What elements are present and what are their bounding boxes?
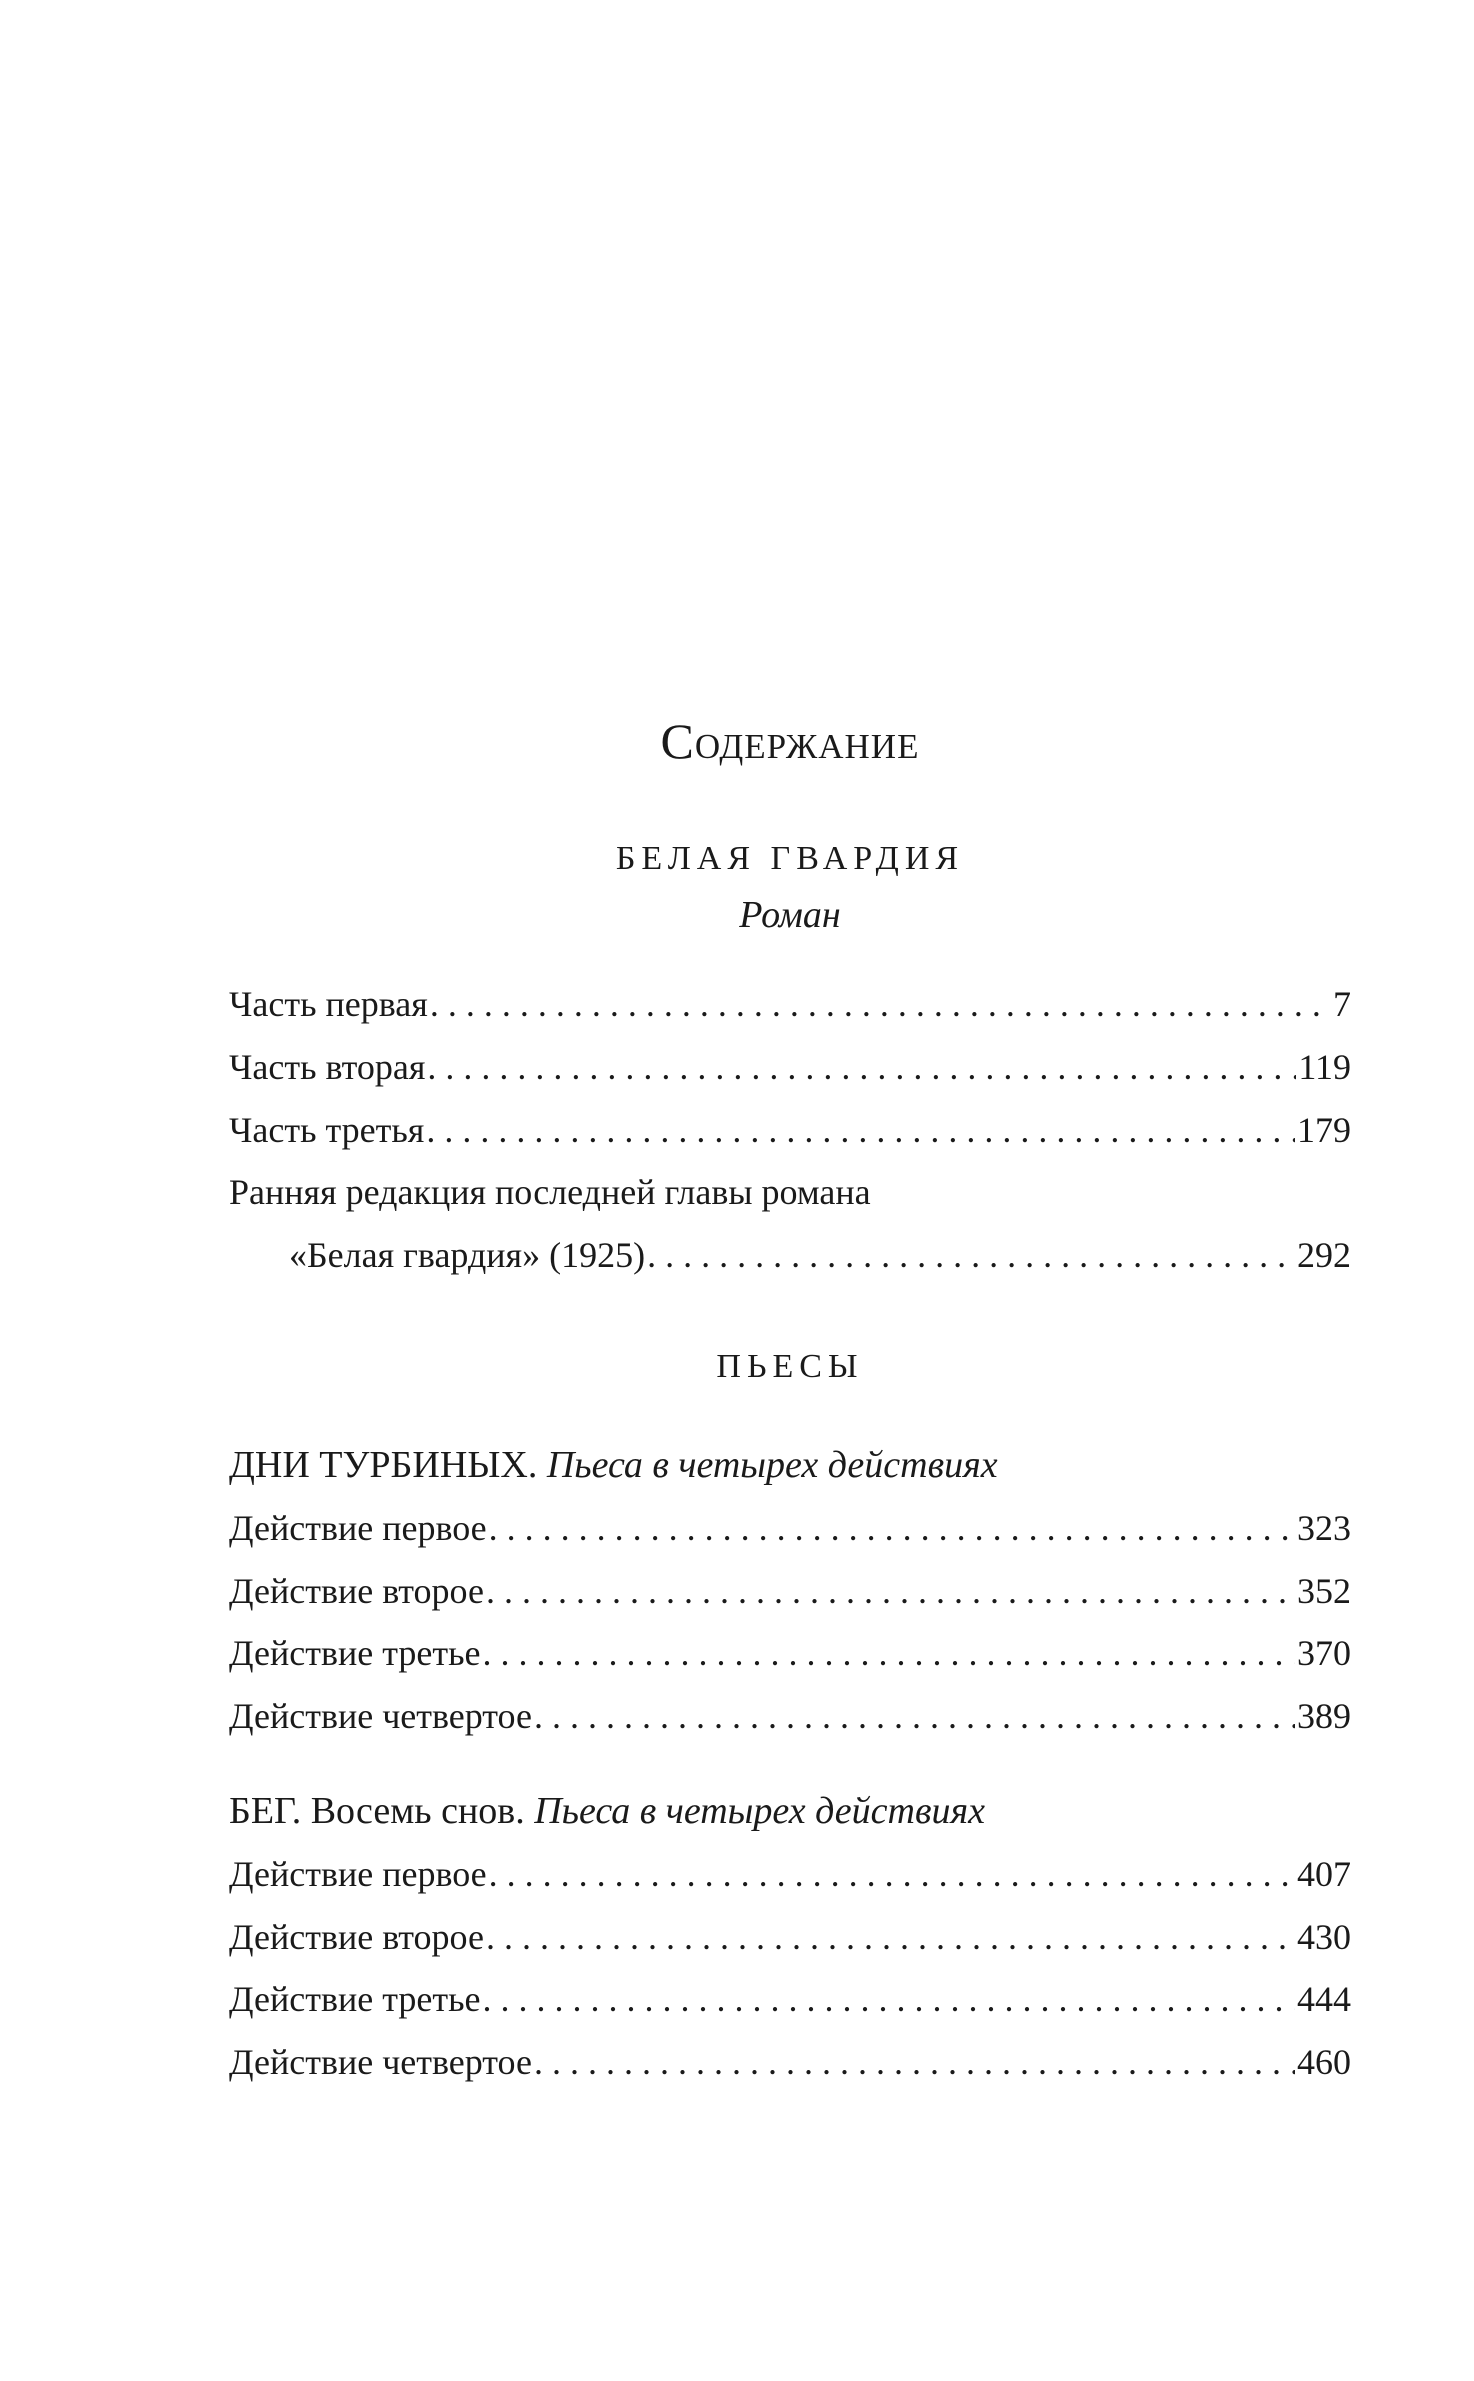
dot-leader — [482, 1632, 1295, 1674]
dot-leader — [489, 1507, 1295, 1549]
toc-entry-label: Действие третье — [229, 1633, 481, 1673]
work-title: БЕГ. Восемь снов. — [229, 1790, 525, 1832]
toc-entry-label: Действие четвертое — [229, 2042, 532, 2082]
section-heading-plays: ПЬЕСЫ — [716, 1348, 864, 1385]
toc-entry-page: 370 — [1297, 1633, 1351, 1673]
toc-entry-label: Часть вторая — [229, 1047, 426, 1087]
toc-entry[interactable] — [229, 1632, 1351, 1680]
toc-entry-label-line1: Ранняя редакция последней главы романа — [229, 1172, 871, 1212]
toc-entry-page: 7 — [1333, 984, 1351, 1024]
dot-leader — [486, 1570, 1295, 1612]
toc-entry-label: Действие второе — [229, 1571, 484, 1611]
section-subheading-novel: Роман — [739, 894, 841, 936]
toc-entry[interactable] — [229, 2041, 1351, 2089]
toc-entry[interactable] — [229, 1695, 1351, 1743]
work-heading-days-of-turbins — [229, 1443, 998, 1487]
toc-entry[interactable] — [229, 1109, 1351, 1157]
dot-leader — [534, 1695, 1295, 1737]
toc-entry[interactable] — [229, 1046, 1351, 1094]
toc-entry[interactable] — [229, 1978, 1351, 2026]
toc-entry-page: 352 — [1297, 1571, 1351, 1611]
work-heading-flight — [229, 1789, 985, 1833]
dot-leader — [426, 1109, 1295, 1151]
toc-entry-page: 292 — [1297, 1235, 1351, 1275]
toc-entry[interactable] — [229, 1507, 1351, 1555]
toc-entry-page: 430 — [1297, 1917, 1351, 1957]
toc-entry-label: Действие первое — [229, 1854, 487, 1894]
toc-entry-label: Действие третье — [229, 1979, 481, 2019]
toc-entry-page: 407 — [1297, 1854, 1351, 1894]
work-subtitle: Пьеса в четырех действиях — [534, 1790, 986, 1832]
dot-leader — [486, 1916, 1295, 1958]
toc-entry-page: 323 — [1297, 1508, 1351, 1548]
toc-entry-label: Часть первая — [229, 984, 428, 1024]
toc-entry-page: 389 — [1297, 1696, 1351, 1736]
toc-entry[interactable] — [229, 1853, 1351, 1901]
toc-entry[interactable] — [229, 1234, 1351, 1282]
toc-entry-page: 460 — [1297, 2042, 1351, 2082]
work-title: ДНИ ТУРБИНЫХ. — [229, 1444, 538, 1486]
dot-leader — [430, 983, 1331, 1025]
toc-entry-label: Действие первое — [229, 1508, 487, 1548]
toc-entry[interactable] — [229, 1916, 1351, 1964]
toc-entry-label: Часть третья — [229, 1110, 425, 1150]
toc-entry[interactable] — [229, 1570, 1351, 1618]
toc-entry-page: 119 — [1298, 1047, 1351, 1087]
toc-entry-page: 179 — [1297, 1110, 1351, 1150]
dot-leader — [482, 1978, 1295, 2020]
dot-leader — [489, 1853, 1295, 1895]
toc-entry-label: «Белая гвардия» (1925) — [289, 1235, 646, 1275]
toc-entry-label: Действие второе — [229, 1917, 484, 1957]
page-title: Содержание — [660, 713, 920, 769]
work-subtitle: Пьеса в четырех действиях — [546, 1444, 998, 1486]
toc-entry-label: Действие четвертое — [229, 1696, 532, 1736]
dot-leader — [534, 2041, 1295, 2083]
section-heading-white-guard: БЕЛАЯ ГВАРДИЯ — [615, 840, 965, 877]
toc-entry[interactable] — [229, 983, 1351, 1031]
dot-leader — [647, 1234, 1295, 1276]
dot-leader — [427, 1046, 1296, 1088]
toc-entry-page: 444 — [1297, 1979, 1351, 2019]
